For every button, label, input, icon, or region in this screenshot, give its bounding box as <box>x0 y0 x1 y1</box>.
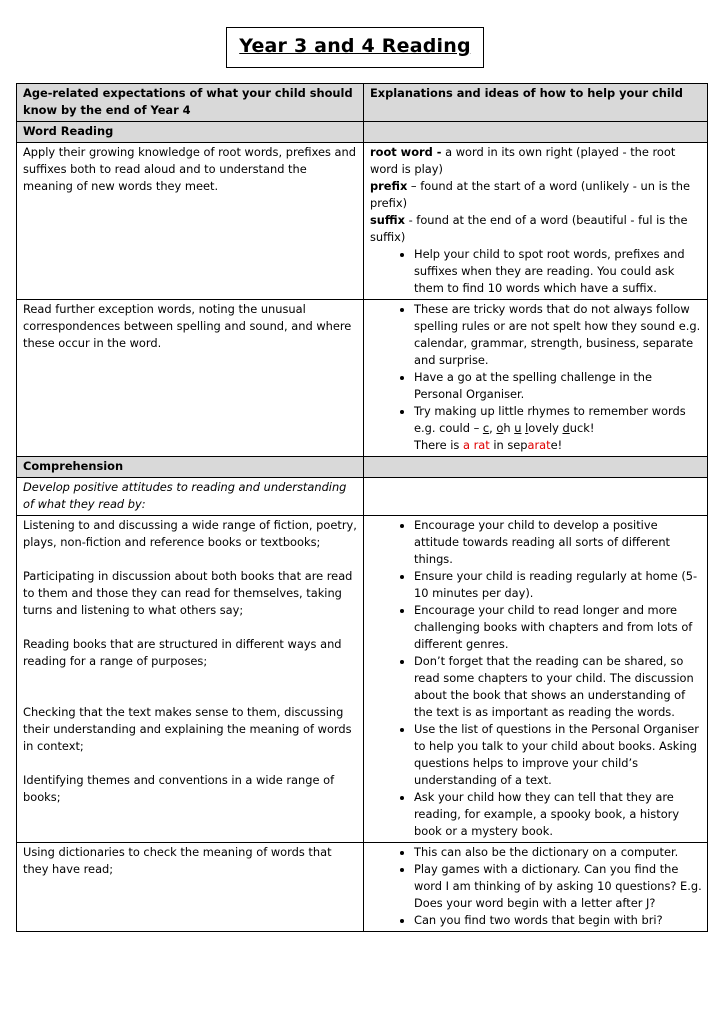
section-heading-comprehension: Comprehension <box>17 457 364 478</box>
expectation-item: Listening to and discussing a wide range of fiction, poetry, plays, non-fiction and reference books or textbooks; <box>23 518 357 549</box>
list-item: • Ensure your child is reading regularly at home (5-10 minutes per day). <box>414 568 703 602</box>
header-explanations: Explanations and ideas of how to help your child <box>364 84 708 122</box>
rhyme2-a: There is <box>414 438 463 452</box>
expectation-item: Reading books that are structured in different ways and reading for a range of purposes; <box>23 637 342 668</box>
section-row-comprehension <box>17 457 708 478</box>
expectation-item: Identifying themes and conventions in a wide range of books; <box>23 773 335 804</box>
table-row <box>17 478 708 516</box>
rhyme-letter-d: d <box>562 421 570 435</box>
page-title: Year 3 and 4 Reading <box>239 35 471 57</box>
comprehension-expectations <box>17 516 364 843</box>
list-item: • Play games with a dictionary. Can you find the word I am thinking of by asking 10 questions? E.g. Does your word begin with a letter after J? <box>414 861 703 912</box>
comprehension-intro: Develop positive attitudes to reading and understanding of what they read by: <box>17 478 364 516</box>
reading-table <box>16 83 708 932</box>
definition-suffix <box>370 212 703 246</box>
list-item: • Help your child to spot root words, prefixes and suffixes when they are reading. You could ask them to find 10 words which have a suffix. <box>414 246 703 297</box>
def-suffix: - found at the end of a word (beautiful - ful is the suffix) <box>370 213 688 244</box>
rhyme-letter-c: c <box>482 421 490 435</box>
comprehension-explanations <box>364 516 708 843</box>
section-heading-word-reading: Word Reading <box>17 122 364 143</box>
list-item: • Ask your child how they can tell that they are reading, for example, a spooky book, a history book or a mystery book. <box>414 789 703 840</box>
table-header-row <box>17 84 708 122</box>
explanation-exception-words <box>364 300 708 457</box>
list-item: • Have a go at the spelling challenge in the Personal Organiser. <box>414 369 703 403</box>
tips-list <box>370 246 703 297</box>
title-box <box>226 27 484 68</box>
definition-root-word <box>370 144 703 178</box>
list-item: • Don’t forget that the reading can be shared, so read some chapters to your child. The discussion about the book that shows an understanding of the text is as important as reading the words. <box>414 653 703 721</box>
table-row <box>17 516 708 843</box>
tips-list <box>370 301 703 454</box>
section-heading-empty <box>364 122 708 143</box>
definition-prefix <box>370 178 703 212</box>
rhyme-oh-rest: h <box>503 421 515 435</box>
rhyme-letter-o: o <box>496 421 504 435</box>
rhyme-lovely-rest: ovely <box>528 421 563 435</box>
section-heading-empty <box>364 457 708 478</box>
table-row <box>17 300 708 457</box>
header-expectations: Age-related expectations of what your child should know by the end of Year 4 <box>17 84 364 122</box>
rhyme2-b: in sep <box>489 438 528 452</box>
list-item: • Encourage your child to develop a positive attitude towards reading all sorts of different things. <box>414 517 703 568</box>
expectation-dictionaries: Using dictionaries to check the meaning of words that they have read; <box>17 843 364 932</box>
section-row-word-reading <box>17 122 708 143</box>
expectation-exception-words: Read further exception words, noting the unusual correspondences between spelling and sound, and where these occur in the word. <box>17 300 364 457</box>
table-row <box>17 843 708 932</box>
list-item: • Can you find two words that begin with bri? <box>414 912 703 929</box>
rhyme-letter-l: l <box>525 421 529 435</box>
list-item <box>414 403 703 454</box>
term-prefix: prefix <box>370 179 408 193</box>
rhyme-duck-rest: uck! <box>569 421 595 435</box>
rhyme2-red2: arat <box>527 438 551 452</box>
expectation-item: Checking that the text makes sense to them, discussing their understanding and explaining the meaning of words in context; <box>23 705 352 753</box>
explanation-dictionaries <box>364 843 708 932</box>
def-prefix: – found at the start of a word (unlikely - un is the prefix) <box>370 179 690 210</box>
comprehension-intro-empty <box>364 478 708 516</box>
list-item: • These are tricky words that do not always follow spelling rules or are not spelt how they sound e.g. calendar, grammar, strength, business, separate and surprise. <box>414 301 703 369</box>
rhyme-sep: , <box>489 421 497 435</box>
term-root-word: root word - <box>370 145 442 159</box>
tips-list <box>370 844 703 929</box>
rhyme2-c: e! <box>550 438 563 452</box>
table-row <box>17 143 708 300</box>
explanation-root-words <box>364 143 708 300</box>
tips-list <box>370 517 703 840</box>
term-suffix: suffix <box>370 213 405 227</box>
expectation-item: Participating in discussion about both books that are read to them and those they can read for themselves, taking turns and listening to what others say; <box>23 569 353 617</box>
expectation-root-words: Apply their growing knowledge of root words, prefixes and suffixes both to read aloud and to understand the meaning of new words they meet. <box>17 143 364 300</box>
list-item: • This can also be the dictionary on a computer. <box>414 844 703 861</box>
rhyme-intro: Try making up little rhymes to remember words e.g. could – <box>414 404 686 435</box>
list-item: • Use the list of questions in the Personal Organiser to help you talk to your child about books. Asking questions helps to improve your child’s understanding of a text. <box>414 721 703 789</box>
rhyme-letter-u: u <box>514 421 522 435</box>
rhyme2-red: a rat <box>462 438 490 452</box>
list-item: • Encourage your child to read longer and more challenging books with chapters and from lots of different genres. <box>414 602 703 653</box>
def-root-word: a word in its own right (played - the root word is play) <box>370 145 676 176</box>
